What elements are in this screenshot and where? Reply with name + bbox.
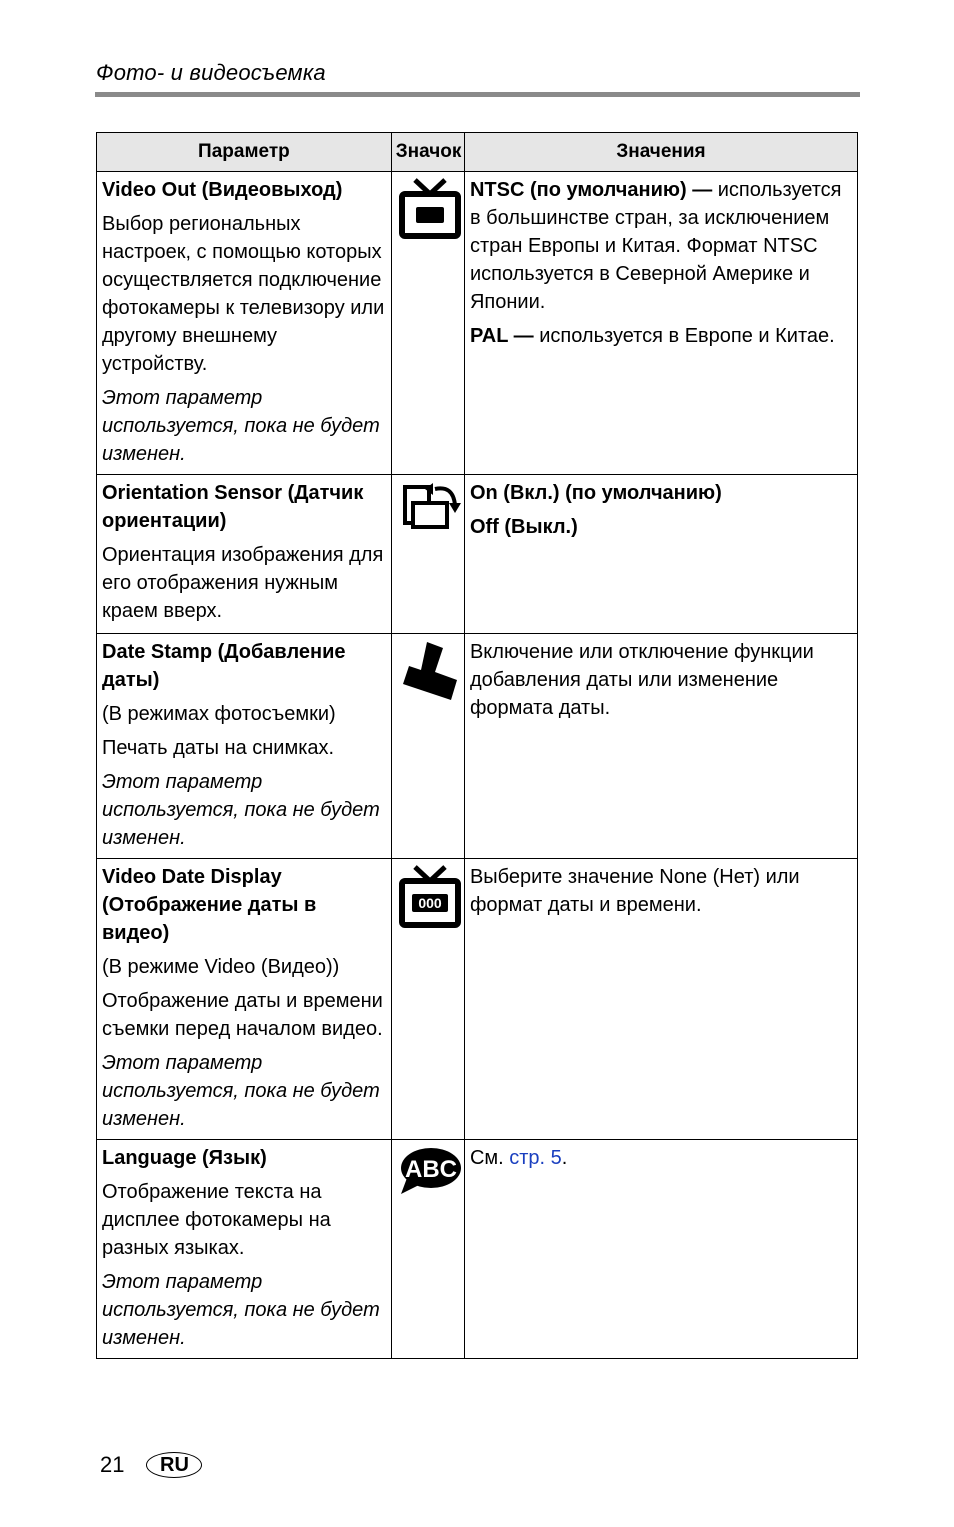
tv-icon [397, 176, 459, 242]
value-off: Off (Выкл.) [469, 516, 578, 538]
table-row-video-date-display [97, 859, 858, 1140]
parameter-cell [97, 475, 392, 634]
parameter-note: Этот параметр используется, пока не будет изменен. [102, 387, 380, 465]
parameter-name: Language (Язык) [102, 1147, 267, 1169]
value-on: On (Вкл.) (по умолчанию) [469, 482, 722, 504]
page-number: 21 [100, 1452, 125, 1477]
value-pal: PAL — используется в Европе и Китае. [469, 325, 835, 347]
header-divider [95, 92, 860, 97]
icon-cell [391, 172, 464, 475]
values-cell [464, 634, 857, 859]
abc-glyph: ABC [404, 1156, 457, 1183]
values-cell [464, 172, 857, 475]
parameter-description: Отображение текста на дисплее фотокамеры на разных языках. [102, 1181, 331, 1259]
parameter-description: (В режиме Video (Видео)) [102, 956, 340, 978]
date-stamp-icon [397, 638, 459, 704]
parameter-description: Отображение даты и времени съемки перед началом видео. [102, 990, 383, 1040]
table-header-row [97, 133, 858, 172]
parameter-cell [97, 859, 392, 1140]
table-row-orientation-sensor [97, 475, 858, 634]
icon-cell [391, 859, 464, 1140]
parameter-note: Этот параметр используется, пока не будет изменен. [102, 771, 380, 849]
orientation-sensor-icon [397, 479, 459, 535]
parameter-cell [97, 172, 392, 475]
table-row-language [97, 1140, 858, 1359]
value-description: Выберите значение None (Нет) или формат даты и времени. [469, 866, 800, 916]
language-abc-icon [397, 1144, 459, 1198]
table-row-date-stamp [97, 634, 858, 859]
value-description: См. стр. 5. [469, 1147, 568, 1169]
parameter-name: Date Stamp (Добавление даты) [102, 641, 346, 691]
parameter-name: Orientation Sensor (Датчик ориентации) [102, 482, 364, 532]
column-header-icon: Значок [391, 133, 464, 172]
parameter-description: Ориентация изображения для его отображения нужным краем вверх. [102, 544, 384, 622]
parameter-note: Этот параметр используется, пока не будет изменен. [102, 1271, 380, 1349]
icon-cell [391, 475, 464, 634]
values-cell [464, 859, 857, 1140]
video-date-display-icon [397, 863, 459, 929]
column-header-values: Значения [464, 133, 857, 172]
values-cell [464, 475, 857, 634]
value-ntsc: NTSC (по умолчанию) — используется в большинстве стран, за исключением стран Европы и Китая. Формат NTSC используется в Северной Америке и Японии. [469, 179, 842, 313]
parameter-description: Печать даты на снимках. [102, 737, 335, 759]
parameter-cell [97, 634, 392, 859]
settings-table [96, 132, 858, 1359]
page-header-title: Фото- и видеосъемка [96, 60, 326, 85]
parameter-description: (В режимах фотосъемки) [102, 703, 336, 725]
language-badge: RU [146, 1452, 202, 1478]
parameter-name: Video Out (Видеовыход) [102, 179, 343, 201]
page-link[interactable]: стр. 5 [509, 1147, 562, 1169]
values-cell [464, 1140, 857, 1359]
value-description: Включение или отключение функции добавления даты или изменение формата даты. [469, 641, 814, 719]
table-row-video-out [97, 172, 858, 475]
icon-cell [391, 1140, 464, 1359]
parameter-cell [97, 1140, 392, 1359]
parameter-name: Video Date Display (Отображение даты в видео) [102, 866, 317, 944]
page-footer [100, 1452, 202, 1478]
icon-cell [391, 634, 464, 859]
parameter-description: Выбор региональных настроек, с помощью которых осуществляется подключение фотокамеры к телевизору или другому внешнему устройству. [102, 213, 385, 375]
video-date-glyph: 000 [418, 895, 442, 911]
column-header-parameter: Параметр [97, 133, 392, 172]
parameter-note: Этот параметр используется, пока не будет изменен. [102, 1052, 380, 1130]
